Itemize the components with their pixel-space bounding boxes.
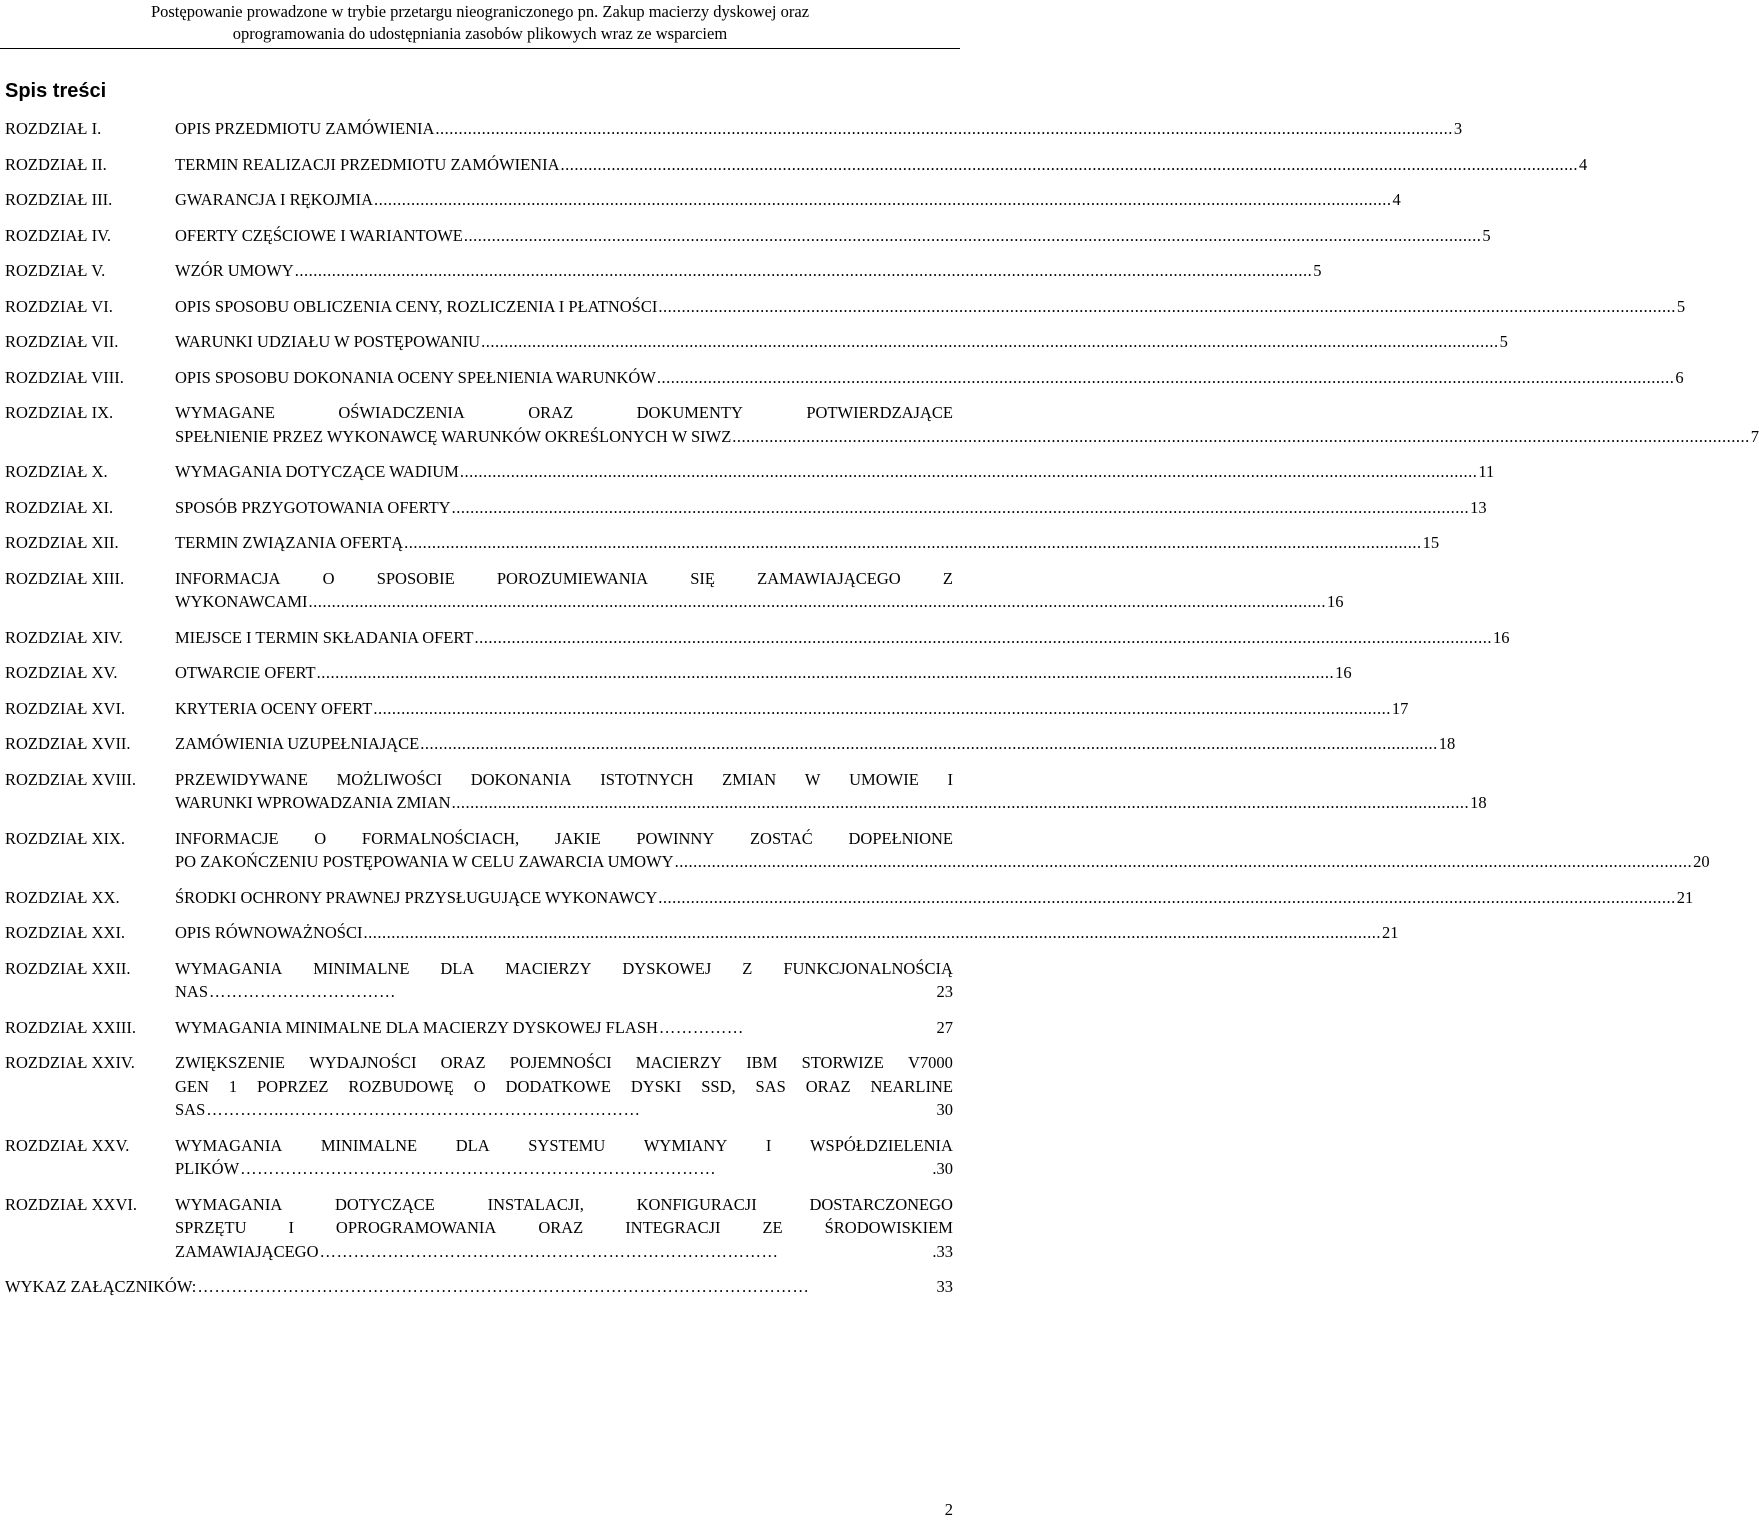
toc-entry[interactable] bbox=[5, 768, 1487, 815]
toc-entry-page-number: 3 bbox=[1453, 119, 1463, 138]
toc-entry-title bbox=[175, 188, 1401, 212]
toc-entry-title-line bbox=[175, 366, 1684, 390]
toc-entry-title-text: KRYTERIA OCENY OFERT bbox=[175, 698, 373, 718]
toc-entry-page-number: 11 bbox=[1478, 462, 1495, 481]
toc-entry-title-line bbox=[175, 697, 1409, 721]
dot-leader: …………… bbox=[658, 1017, 744, 1037]
header-title-line-2: oprogramowania do udostępniania zasobów plikowych wraz ze wsparciem bbox=[232, 24, 728, 43]
toc-entry-title-text: OPIS RÓWNOWAŻNOŚCI bbox=[175, 923, 363, 942]
toc-entry[interactable] bbox=[5, 460, 1495, 484]
header-title-line-1: Postępowanie prowadzone w trybie przetargu nieograniczonego pn. Zakup macierzy dyskowej oraz bbox=[150, 2, 810, 21]
toc-entry-chapter-label: ROZDZIAŁ IX. bbox=[5, 403, 114, 422]
toc-entry[interactable] bbox=[5, 401, 1759, 448]
toc-entry-title bbox=[175, 460, 1495, 484]
dot-leader: ............................................................................................................................................................................................................................ bbox=[451, 793, 1470, 812]
toc-entry-title bbox=[175, 366, 1684, 390]
toc-entry-chapter-label: ROZDZIAŁ XIV. bbox=[5, 627, 123, 647]
toc-entry-title-line: SPRZĘTU I OPROGRAMOWANIA ORAZ INTEGRACJI ZE ŚRODOWISKIEM bbox=[175, 1218, 953, 1237]
toc-entry[interactable] bbox=[5, 1016, 953, 1040]
toc-entry-title-line bbox=[175, 980, 953, 1004]
dot-leader: …………………………… bbox=[209, 982, 397, 1001]
toc-entry-title bbox=[175, 1016, 953, 1040]
toc-entry-title-line: ZWIĘKSZENIE WYDAJNOŚCI ORAZ POJEMNOŚCI MACIERZY IBM STORWIZE V7000 bbox=[175, 1053, 953, 1072]
toc-entry-page-number: 23 bbox=[936, 982, 953, 1001]
toc-entry-page-number: 5 bbox=[1676, 296, 1686, 316]
dot-leader: ............................................................................................................................................................................................................................ bbox=[451, 497, 1470, 517]
toc-entry-title-line: PRZEWIDYWANE MOŻLIWOŚCI DOKONANIA ISTOTNYCH ZMIAN W UMOWIE I bbox=[175, 769, 953, 789]
toc-entry-chapter-label: ROZDZIAŁ XXI. bbox=[5, 923, 126, 942]
toc-entry-title bbox=[175, 661, 1352, 685]
toc-entry-chapter-label: ROZDZIAŁ XV. bbox=[5, 663, 118, 682]
toc-entry-chapter-label: ROZDZIAŁ XXVI. bbox=[5, 1194, 137, 1214]
toc-entry-title bbox=[175, 295, 1686, 319]
dot-leader: ………………………………………………………………………… bbox=[240, 1159, 717, 1178]
toc-entry-title-line: WYMAGANIA DOTYCZĄCE INSTALACJI, KONFIGURACJI DOSTARCZONEGO bbox=[175, 1194, 953, 1214]
toc-entry-page-number: 4 bbox=[1579, 154, 1588, 174]
toc-entry-title-text: WZÓR UMOWY bbox=[175, 261, 294, 280]
toc-entry[interactable] bbox=[5, 259, 1322, 283]
toc-entry-title bbox=[175, 1134, 953, 1181]
toc-entry[interactable] bbox=[5, 886, 1694, 910]
toc-entry-title-line bbox=[175, 886, 1694, 910]
dot-leader: ............................................................................................................................................................................................................................ bbox=[658, 887, 1676, 907]
toc-entry-chapter-label: ROZDZIAŁ V. bbox=[5, 261, 106, 280]
toc-entry-chapter-label: ROZDZIAŁ IV. bbox=[5, 225, 112, 245]
toc-entry-page-number: 21 bbox=[1676, 887, 1694, 907]
toc-entry-title-line bbox=[175, 259, 1322, 283]
toc-entry-title bbox=[175, 697, 1409, 721]
toc-entry-title bbox=[175, 1193, 953, 1264]
toc-entry-title bbox=[175, 1051, 953, 1122]
toc-entry-title-line bbox=[175, 732, 1456, 756]
toc-entry[interactable] bbox=[5, 697, 1409, 721]
toc-entry[interactable] bbox=[5, 661, 1352, 685]
toc-entry-chapter-label: ROZDZIAŁ XXV. bbox=[5, 1135, 130, 1155]
dot-leader: ............................................................................................................................................................................................................................ bbox=[308, 592, 1326, 611]
toc-entry-title-line bbox=[175, 460, 1495, 484]
toc-entry[interactable] bbox=[5, 188, 1401, 212]
toc-entry-title bbox=[175, 259, 1322, 283]
toc-entry-title-line bbox=[175, 791, 1487, 815]
dot-leader: ……………………………………………………………………………………………… bbox=[197, 1277, 810, 1296]
toc-entry-title-text: WARUNKI UDZIAŁU W POSTĘPOWANIU bbox=[175, 332, 481, 351]
toc-entry-title-line: INFORMACJE O FORMALNOŚCIACH, JAKIE POWINNY ZOSTAĆ DOPEŁNIONE bbox=[175, 828, 953, 848]
toc-entry-chapter-label: ROZDZIAŁ XX. bbox=[5, 887, 120, 907]
toc-entry[interactable] bbox=[5, 295, 1686, 319]
toc-entry-page-number: .33 bbox=[932, 1241, 953, 1261]
dot-leader: ............................................................................................................................................................................................................................ bbox=[658, 296, 1676, 316]
page-header bbox=[0, 0, 960, 48]
toc-entry-title-text: GWARANCJA I RĘKOJMIA bbox=[175, 190, 374, 209]
toc-entry-title-line: WYMAGANIA MINIMALNE DLA MACIERZY DYSKOWEJ Z FUNKCJONALNOŚCIĄ bbox=[175, 958, 953, 978]
toc-entry-title bbox=[175, 496, 1487, 520]
toc-entry-title-line bbox=[175, 153, 1588, 177]
dot-leader: ............................................................................................................................................................................................................................ bbox=[674, 852, 1693, 871]
toc-entry-chapter-label: ROZDZIAŁ XVIII. bbox=[5, 769, 137, 789]
dot-leader: …………..……………………………………………………… bbox=[206, 1100, 641, 1119]
toc-entry-page-number: 21 bbox=[1381, 923, 1399, 942]
dot-leader: ............................................................................................................................................................................................................................ bbox=[459, 462, 1478, 481]
toc-entry-title-text: ZAMAWIAJĄCEGO bbox=[175, 1241, 319, 1261]
toc-entry[interactable] bbox=[5, 1051, 953, 1122]
dot-leader: ............................................................................................................................................................................................................................ bbox=[435, 119, 1453, 138]
toc-entry-title-line: WYMAGANIA MINIMALNE DLA SYSTEMU WYMIANY I WSPÓŁDZIELENIA bbox=[175, 1135, 953, 1155]
dot-leader: ............................................................................................................................................................................................................................ bbox=[294, 261, 1313, 280]
toc-entry-title bbox=[175, 531, 1440, 555]
dot-leader: ............................................................................................................................................................................................................................ bbox=[656, 367, 1675, 387]
toc-entry-page-number: 16 bbox=[1327, 592, 1344, 611]
toc-entry-chapter-label: ROZDZIAŁ XXIII. bbox=[5, 1017, 137, 1037]
dot-leader: ............................................................................................................................................................................................................................ bbox=[474, 627, 1492, 647]
attachments-page-number: 33 bbox=[936, 1277, 953, 1296]
toc-entry-chapter-label: ROZDZIAŁ XXIV. bbox=[5, 1053, 135, 1072]
toc-entry-page-number: 4 bbox=[1392, 190, 1401, 209]
toc-entry-title-line bbox=[175, 1098, 953, 1122]
toc-entry-page-number: 30 bbox=[936, 1100, 953, 1119]
toc-entry-page-number: 16 bbox=[1335, 663, 1352, 682]
toc-entry-page-number: 15 bbox=[1422, 533, 1440, 552]
toc-entry-page-number: 6 bbox=[1675, 367, 1684, 387]
toc-entry-title-line bbox=[175, 1016, 953, 1040]
toc-entry-title-line bbox=[175, 661, 1352, 685]
toc-entry-page-number: 5 bbox=[1313, 261, 1322, 280]
toc-entry-chapter-label: ROZDZIAŁ X. bbox=[5, 462, 108, 481]
toc-entry-title-line: INFORMACJA O SPOSOBIE POROZUMIEWANIA SIĘ ZAMAWIAJĄCEGO Z bbox=[175, 568, 953, 588]
toc-entry-title-text: SPEŁNIENIE PRZEZ WYKONAWCĘ WARUNKÓW OKREŚLONYCH W SIWZ bbox=[175, 426, 732, 446]
toc-entry-page-number: 13 bbox=[1470, 497, 1487, 517]
dot-leader: ............................................................................................................................................................................................................................ bbox=[404, 533, 1422, 552]
toc-entry-attachments[interactable] bbox=[5, 1275, 953, 1299]
toc-entry-title-text: ZAMÓWIENIA UZUPEŁNIAJĄCE bbox=[175, 734, 420, 753]
toc-entry-chapter-label: ROZDZIAŁ XI. bbox=[5, 497, 114, 517]
toc-entry-title bbox=[175, 921, 1399, 945]
toc-entry-title-text: ŚRODKI OCHRONY PRAWNEJ PRZYSŁUGUJĄCE WYKONAWCY bbox=[175, 887, 658, 907]
dot-leader: ............................................................................................................................................................................................................................ bbox=[316, 663, 1335, 682]
toc-entry-title-text: PLIKÓW bbox=[175, 1159, 240, 1178]
toc-entry[interactable] bbox=[5, 117, 1463, 141]
toc-entry[interactable] bbox=[5, 1134, 953, 1181]
toc-entry-title-line bbox=[175, 224, 1491, 248]
toc-entry-title-line bbox=[175, 425, 1759, 449]
toc-entry[interactable] bbox=[5, 1193, 953, 1264]
header-divider bbox=[0, 48, 960, 49]
dot-leader: ............................................................................................................................................................................................................................ bbox=[373, 698, 1391, 718]
toc-entry-chapter-label: ROZDZIAŁ VIII. bbox=[5, 367, 124, 387]
toc-entry-title-line bbox=[175, 188, 1401, 212]
dot-leader: ……………………………………………………………………… bbox=[319, 1241, 779, 1261]
toc-entry-page-number: 17 bbox=[1391, 698, 1409, 718]
toc-entry[interactable] bbox=[5, 496, 1487, 520]
toc-entry-title-line bbox=[175, 531, 1440, 555]
toc-entry[interactable] bbox=[5, 957, 953, 1004]
toc-entry-chapter-label: ROZDZIAŁ XIX. bbox=[5, 828, 126, 848]
toc-entry-title-line: GEN 1 POPRZEZ ROZBUDOWĘ O DODATKOWE DYSKI SSD, SAS ORAZ NEARLINE bbox=[175, 1076, 953, 1096]
toc-entry-title-line bbox=[175, 921, 1399, 945]
toc-entry-title-line bbox=[175, 1240, 953, 1264]
toc-entry[interactable] bbox=[5, 531, 1440, 555]
toc-entry-page-number: 5 bbox=[1482, 225, 1491, 245]
dot-leader: ............................................................................................................................................................................................................................ bbox=[420, 734, 1438, 753]
page-number: 2 bbox=[944, 1500, 953, 1519]
toc-entry[interactable] bbox=[5, 366, 1684, 390]
toc-entry-chapter-label: ROZDZIAŁ III. bbox=[5, 190, 113, 209]
toc-entry[interactable] bbox=[5, 732, 1456, 756]
dot-leader: ............................................................................................................................................................................................................................ bbox=[481, 332, 1499, 351]
toc-entry-chapter-label: ROZDZIAŁ XIII. bbox=[5, 568, 125, 588]
toc-entry-chapter-label: ROZDZIAŁ XVI. bbox=[5, 698, 126, 718]
toc-entry-title-text: OPIS SPOSOBU OBLICZENIA CENY, ROZLICZENIA I PŁATNOŚCI bbox=[175, 296, 658, 316]
toc-entry-page-number: 18 bbox=[1438, 734, 1456, 753]
toc-entry-title-text: WYKONAWCAMI bbox=[175, 592, 308, 611]
attachments-label: WYKAZ ZAŁĄCZNIKÓW: bbox=[5, 1277, 197, 1296]
toc-entry-title bbox=[175, 330, 1508, 354]
dot-leader: ............................................................................................................................................................................................................................ bbox=[732, 426, 1750, 446]
toc-entry-title-text: TERMIN REALIZACJI PRZEDMIOTU ZAMÓWIENIA bbox=[175, 154, 560, 174]
toc-entry-title-line: WYMAGANE OŚWIADCZENIA ORAZ DOKUMENTY POTWIERDZAJĄCE bbox=[175, 403, 953, 422]
toc-entry-title-line bbox=[175, 117, 1463, 141]
toc-entry-title-line bbox=[5, 1275, 953, 1299]
toc-entry-title-text: NAS bbox=[175, 982, 209, 1001]
dot-leader: ............................................................................................................................................................................................................................ bbox=[463, 225, 1482, 245]
toc-entry-title-line bbox=[175, 850, 1710, 874]
toc-entry-page-number: 27 bbox=[936, 1017, 953, 1037]
toc-entry[interactable] bbox=[5, 626, 1510, 650]
dot-leader: ............................................................................................................................................................................................................................ bbox=[363, 923, 1381, 942]
toc-entry-title bbox=[175, 567, 1344, 614]
toc-entry-title bbox=[175, 886, 1694, 910]
toc-entry-page-number: 16 bbox=[1492, 627, 1510, 647]
toc-entry[interactable] bbox=[5, 921, 1399, 945]
toc-entry-title-line bbox=[175, 330, 1508, 354]
toc-entry-title-text: PO ZAKOŃCZENIU POSTĘPOWANIA W CELU ZAWARCIA UMOWY bbox=[175, 852, 674, 871]
toc-entry-title-text: WARUNKI WPROWADZANIA ZMIAN bbox=[175, 793, 451, 812]
toc-entry-title bbox=[175, 401, 1759, 448]
toc-entry-title bbox=[175, 732, 1456, 756]
toc-entry-title bbox=[175, 827, 1710, 874]
toc-entry-chapter-label: ROZDZIAŁ XVII. bbox=[5, 734, 131, 753]
toc-entry[interactable] bbox=[5, 330, 1508, 354]
toc-entry-title-text: WYMAGANIA DOTYCZĄCE WADIUM bbox=[175, 462, 459, 481]
toc-entry-title-text: TERMIN ZWIĄZANIA OFERTĄ bbox=[175, 533, 404, 552]
toc-entry[interactable] bbox=[5, 827, 1710, 874]
toc-entry-chapter-label: ROZDZIAŁ VII. bbox=[5, 332, 119, 351]
toc-entry-title-text: OTWARCIE OFERT bbox=[175, 663, 316, 682]
toc-entry-title-text: SAS bbox=[175, 1100, 206, 1119]
toc-entry-title-line bbox=[175, 1157, 953, 1181]
toc-entry-title bbox=[175, 153, 1588, 177]
toc-entry-chapter-label: ROZDZIAŁ VI. bbox=[5, 296, 113, 316]
toc-entry-title-text: OPIS SPOSOBU DOKONANIA OCENY SPEŁNIENIA WARUNKÓW bbox=[175, 367, 656, 387]
toc-entry-page-number: 18 bbox=[1470, 793, 1487, 812]
toc-entry-chapter-label: ROZDZIAŁ I. bbox=[5, 119, 102, 138]
toc-entry-title-line bbox=[175, 590, 1344, 614]
toc-entry[interactable] bbox=[5, 567, 1344, 614]
toc-entry-title-line bbox=[175, 295, 1686, 319]
toc-entry-title bbox=[175, 957, 953, 1004]
toc-entry[interactable] bbox=[5, 224, 1491, 248]
toc-entry-page-number: 7 bbox=[1750, 426, 1759, 446]
toc-entry-page-number: 20 bbox=[1693, 852, 1710, 871]
dot-leader: ............................................................................................................................................................................................................................ bbox=[560, 154, 1578, 174]
toc-entry-title bbox=[175, 224, 1491, 248]
toc-entry[interactable] bbox=[5, 153, 1588, 177]
toc-entry-page-number: 5 bbox=[1499, 332, 1508, 351]
table-of-contents bbox=[5, 117, 1759, 1299]
toc-entry-chapter-label: ROZDZIAŁ XII. bbox=[5, 533, 119, 552]
toc-entry-chapter-label: ROZDZIAŁ II. bbox=[5, 154, 107, 174]
toc-entry-title-text: MIEJSCE I TERMIN SKŁADANIA OFERT bbox=[175, 627, 474, 647]
toc-entry-title-text: OPIS PRZEDMIOTU ZAMÓWIENIA bbox=[175, 119, 435, 138]
toc-entry-title bbox=[175, 626, 1510, 650]
toc-entry-title-text: OFERTY CZĘŚCIOWE I WARIANTOWE bbox=[175, 225, 463, 245]
toc-entry-page-number: .30 bbox=[932, 1159, 953, 1178]
toc-entry-title bbox=[175, 117, 1463, 141]
toc-title: Spis treści bbox=[5, 80, 107, 102]
dot-leader: ............................................................................................................................................................................................................................ bbox=[374, 190, 1392, 209]
toc-entry-title-text: WYMAGANIA MINIMALNE DLA MACIERZY DYSKOWEJ FLASH bbox=[175, 1017, 658, 1037]
toc-entry-title-line bbox=[175, 626, 1510, 650]
toc-entry-chapter-label: ROZDZIAŁ XXII. bbox=[5, 958, 131, 978]
toc-entry-title bbox=[175, 768, 1487, 815]
toc-entry-title-line bbox=[175, 496, 1487, 520]
toc-entry-title-text: SPOSÓB PRZYGOTOWANIA OFERTY bbox=[175, 497, 451, 517]
